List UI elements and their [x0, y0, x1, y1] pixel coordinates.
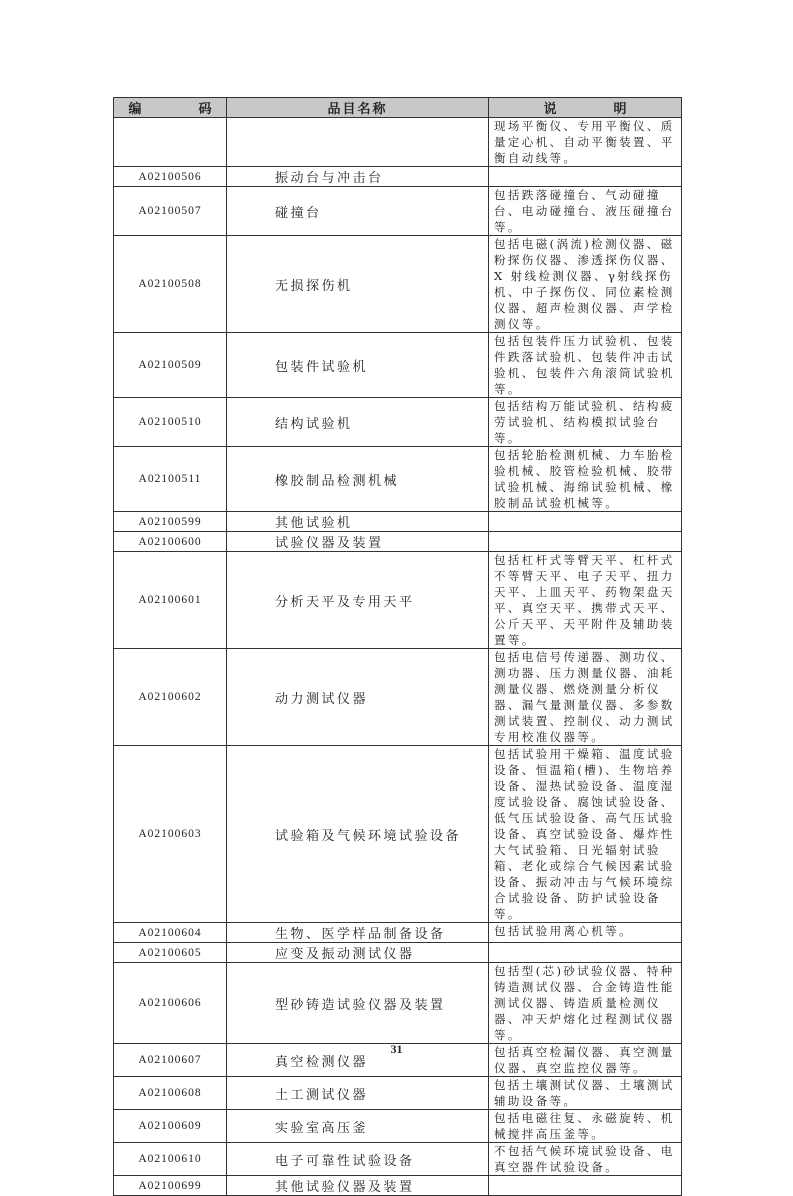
name-cell: 电子可靠性试验设备 — [227, 1143, 489, 1176]
name-cell: 真空检测仪器 — [227, 1044, 489, 1077]
code-cell: A02100699 — [114, 1176, 227, 1196]
code-cell: A02100511 — [114, 447, 227, 512]
table-row — [114, 963, 682, 1044]
table-row — [114, 746, 682, 923]
table-row — [114, 1143, 682, 1176]
description-cell — [489, 512, 682, 532]
code-cell: A02100508 — [114, 236, 227, 333]
name-cell: 碰撞台 — [227, 187, 489, 236]
name-cell: 动力测试仪器 — [227, 649, 489, 746]
name-cell: 试验箱及气候环境试验设备 — [227, 746, 489, 923]
table-row — [114, 943, 682, 963]
table-row — [114, 552, 682, 649]
code-cell: A02100603 — [114, 746, 227, 923]
code-cell: A02100602 — [114, 649, 227, 746]
code-cell: A02100606 — [114, 963, 227, 1044]
code-cell: A02100506 — [114, 167, 227, 187]
code-cell: A02100507 — [114, 187, 227, 236]
table-row — [114, 236, 682, 333]
table-header — [114, 98, 682, 118]
table-row — [114, 512, 682, 532]
description-cell: 包括电信号传递器、测功仪、测功器、压力测量仪器、油耗测量仪器、燃烧测量分析仪器、漏气量测量仪器、多参数测试装置、控制仪、动力测试专用校准仪器等。 — [489, 649, 682, 746]
code-cell: A02100605 — [114, 943, 227, 963]
code-cell: A02100610 — [114, 1143, 227, 1176]
table-row — [114, 649, 682, 746]
name-cell: 其他试验机 — [227, 512, 489, 532]
code-cell: A02100604 — [114, 923, 227, 943]
code-cell: A02100607 — [114, 1044, 227, 1077]
code-cell: A02100600 — [114, 532, 227, 552]
name-cell: 无损探伤机 — [227, 236, 489, 333]
description-cell: 包括试验用干燥箱、温度试验设备、恒温箱(槽)、生物培养设备、湿热试验设备、温度湿度试验设备、腐蚀试验设备、低气压试验设备、高气压试验设备、真空试验设备、爆炸性大气试验箱、日光辐射试验箱、老化或综合气候因素试验设备、振动冲击与气候环境综合试验设备、防护试验设备等。 — [489, 746, 682, 923]
description-cell — [489, 943, 682, 963]
description-cell — [489, 167, 682, 187]
code-cell: A02100609 — [114, 1110, 227, 1143]
table-row — [114, 532, 682, 552]
header-description: 说 明 — [489, 98, 682, 118]
description-cell: 包括结构万能试验机、结构疲劳试验机、结构模拟试验台等。 — [489, 398, 682, 447]
header-code: 编 码 — [114, 98, 227, 118]
table-row — [114, 167, 682, 187]
description-cell — [489, 1176, 682, 1196]
name-cell: 生物、医学样品制备设备 — [227, 923, 489, 943]
table-row — [114, 333, 682, 398]
description-cell: 包括轮胎检测机械、力车胎检验机械、胶管检验机械、胶带试验机械、海绵试验机械、橡胶制品试验机械等。 — [489, 447, 682, 512]
code-cell: A02100510 — [114, 398, 227, 447]
page-number: 31 — [390, 1042, 403, 1056]
description-cell — [489, 532, 682, 552]
table-row — [114, 1110, 682, 1143]
code-cell — [114, 118, 227, 167]
name-cell: 其他试验仪器及装置 — [227, 1176, 489, 1196]
name-cell — [227, 118, 489, 167]
table-row — [114, 447, 682, 512]
name-cell: 型砂铸造试验仪器及装置 — [227, 963, 489, 1044]
table-row — [114, 398, 682, 447]
description-cell: 包括电磁往复、永磁旋转、机械搅拌高压釜等。 — [489, 1110, 682, 1143]
description-cell: 包括杠杆式等臂天平、杠杆式不等臂天平、电子天平、扭力天平、上皿天平、药物架盘天平、真空天平、携带式天平、公斤天平、天平附件及辅助装置等。 — [489, 552, 682, 649]
description-cell: 包括包装件压力试验机、包装件跌落试验机、包装件冲击试验机、包装件六角滚筒试验机等。 — [489, 333, 682, 398]
name-cell: 振动台与冲击台 — [227, 167, 489, 187]
table-row — [114, 118, 682, 167]
table-row — [114, 1077, 682, 1110]
description-cell: 包括电磁(涡流)检测仪器、磁粉探伤仪器、渗透探伤仪器、X 射线检测仪器、γ射线探伤机、中子探伤仪、同位素检测仪器、超声检测仪器、声学检测仪等。 — [489, 236, 682, 333]
description-cell: 包括跌落碰撞台、气动碰撞台、电动碰撞台、液压碰撞台等。 — [489, 187, 682, 236]
description-cell: 包括型(芯)砂试验仪器、特种铸造测试仪器、合金铸造性能测试仪器、铸造质量检测仪器、冲天炉熔化过程测试仪器等。 — [489, 963, 682, 1044]
name-cell: 包装件试验机 — [227, 333, 489, 398]
description-cell: 现场平衡仪、专用平衡仪、质量定心机、自动平衡装置、平衡自动线等。 — [489, 118, 682, 167]
table-row — [114, 923, 682, 943]
code-cell: A02100601 — [114, 552, 227, 649]
name-cell: 实验室高压釜 — [227, 1110, 489, 1143]
description-cell: 不包括气候环境试验设备、电真空器件试验设备。 — [489, 1143, 682, 1176]
name-cell: 结构试验机 — [227, 398, 489, 447]
name-cell: 试验仪器及装置 — [227, 532, 489, 552]
name-cell: 橡胶制品检测机械 — [227, 447, 489, 512]
header-name: 品目名称 — [227, 98, 489, 118]
table-row — [114, 1176, 682, 1196]
code-cell: A02100608 — [114, 1077, 227, 1110]
description-cell: 包括真空检漏仪器、真空测量仪器、真空监控仪器等。 — [489, 1044, 682, 1077]
catalog-table — [113, 97, 682, 1196]
table-row — [114, 187, 682, 236]
name-cell: 土工测试仪器 — [227, 1077, 489, 1110]
code-cell: A02100509 — [114, 333, 227, 398]
description-cell: 包括试验用离心机等。 — [489, 923, 682, 943]
description-cell: 包括土壤测试仪器、土壤测试辅助设备等。 — [489, 1077, 682, 1110]
name-cell: 应变及振动测试仪器 — [227, 943, 489, 963]
name-cell: 分析天平及专用天平 — [227, 552, 489, 649]
code-cell: A02100599 — [114, 512, 227, 532]
